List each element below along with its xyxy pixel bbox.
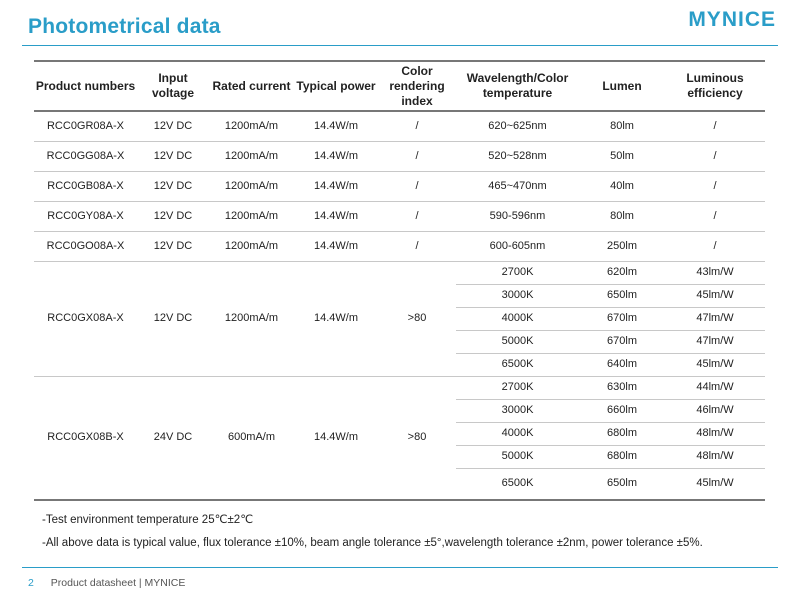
footer — [28, 577, 185, 589]
cell-lumen: 80lm — [579, 202, 665, 232]
col-header-current: Rated current — [209, 61, 294, 111]
cell-efficiency: / — [665, 202, 765, 232]
cell-product: RCC0GO08A-X — [34, 232, 137, 262]
cell-wavelength: 3000K — [456, 285, 579, 308]
notes — [42, 512, 703, 560]
cell-lumen: 670lm — [579, 331, 665, 354]
cell-product: RCC0GY08A-X — [34, 202, 137, 232]
col-header-efficiency: Luminous efficiency — [665, 61, 765, 111]
cell-efficiency: 48lm/W — [665, 423, 765, 446]
cell-wavelength: 2700K — [456, 377, 579, 400]
cell-product: RCC0GB08A-X — [34, 172, 137, 202]
cell-product: RCC0GX08A-X — [34, 262, 137, 377]
footer-text: Product datasheet | MYNICE — [50, 577, 186, 589]
cell-efficiency: 47lm/W — [665, 308, 765, 331]
cell-wavelength: 3000K — [456, 400, 579, 423]
cell-wavelength: 6500K — [456, 469, 579, 501]
cell-efficiency: / — [665, 172, 765, 202]
cell-lumen: 650lm — [579, 285, 665, 308]
cell-power: 14.4W/m — [294, 142, 378, 172]
table-row — [34, 232, 765, 262]
cell-wavelength: 520~528nm — [456, 142, 579, 172]
cell-lumen: 680lm — [579, 423, 665, 446]
cell-voltage: 12V DC — [137, 232, 209, 262]
col-header-power: Typical power — [294, 61, 378, 111]
cell-cri: >80 — [378, 377, 456, 501]
cell-power: 14.4W/m — [294, 377, 378, 501]
cell-efficiency: / — [665, 232, 765, 262]
cell-voltage: 12V DC — [137, 111, 209, 142]
col-header-voltage: Input voltage — [137, 61, 209, 111]
cell-efficiency: 45lm/W — [665, 285, 765, 308]
note-tolerance: -All above data is typical value, flux tolerance ±10%, beam angle tolerance ±5°,wavelength tolerance ±2nm, power tolerance ±5%. — [42, 537, 703, 549]
page-title: Photometrical data — [28, 15, 221, 38]
note-temperature: -Test environment temperature 25℃±2℃ — [42, 514, 254, 526]
table-row — [34, 262, 765, 285]
cell-power: 14.4W/m — [294, 202, 378, 232]
cell-power: 14.4W/m — [294, 262, 378, 377]
cell-current: 1200mA/m — [209, 202, 294, 232]
cell-efficiency: / — [665, 111, 765, 142]
cell-lumen: 660lm — [579, 400, 665, 423]
cell-wavelength: 4000K — [456, 423, 579, 446]
table-row — [34, 172, 765, 202]
brand-logo: MYNICE — [688, 8, 776, 31]
cell-lumen: 680lm — [579, 446, 665, 469]
col-header-lumen: Lumen — [579, 61, 665, 111]
cell-cri: / — [378, 232, 456, 262]
cell-wavelength: 4000K — [456, 308, 579, 331]
cell-voltage: 12V DC — [137, 202, 209, 232]
cell-power: 14.4W/m — [294, 232, 378, 262]
cell-current: 1200mA/m — [209, 111, 294, 142]
cell-power: 14.4W/m — [294, 111, 378, 142]
footer-divider — [22, 567, 778, 568]
cell-wavelength: 600-605nm — [456, 232, 579, 262]
cell-efficiency: 48lm/W — [665, 446, 765, 469]
cell-lumen: 650lm — [579, 469, 665, 501]
cell-voltage: 12V DC — [137, 172, 209, 202]
cell-current: 1200mA/m — [209, 172, 294, 202]
cell-wavelength: 6500K — [456, 354, 579, 377]
cell-wavelength: 2700K — [456, 262, 579, 285]
cell-wavelength: 5000K — [456, 331, 579, 354]
table-header-row — [34, 61, 765, 111]
cell-power: 14.4W/m — [294, 172, 378, 202]
cell-product: RCC0GR08A-X — [34, 111, 137, 142]
cell-lumen: 640lm — [579, 354, 665, 377]
cell-wavelength: 5000K — [456, 446, 579, 469]
cell-lumen: 50lm — [579, 142, 665, 172]
table-row — [34, 202, 765, 232]
header-divider — [22, 45, 778, 46]
cell-efficiency: / — [665, 142, 765, 172]
cell-voltage: 24V DC — [137, 377, 209, 501]
col-header-wavelength: Wavelength/Color temperature — [456, 61, 579, 111]
cell-lumen: 250lm — [579, 232, 665, 262]
col-header-cri: Color rendering index — [378, 61, 456, 111]
cell-efficiency: 44lm/W — [665, 377, 765, 400]
cell-efficiency: 43lm/W — [665, 262, 765, 285]
cell-lumen: 80lm — [579, 111, 665, 142]
cell-voltage: 12V DC — [137, 142, 209, 172]
cell-efficiency: 47lm/W — [665, 331, 765, 354]
cell-efficiency: 46lm/W — [665, 400, 765, 423]
cell-product: RCC0GX08B-X — [34, 377, 137, 501]
table-row — [34, 111, 765, 142]
cell-efficiency: 45lm/W — [665, 469, 765, 501]
cell-wavelength: 620~625nm — [456, 111, 579, 142]
cell-current: 1200mA/m — [209, 232, 294, 262]
cell-cri: / — [378, 111, 456, 142]
cell-efficiency: 45lm/W — [665, 354, 765, 377]
cell-lumen: 40lm — [579, 172, 665, 202]
cell-current: 1200mA/m — [209, 142, 294, 172]
cell-current: 600mA/m — [209, 377, 294, 501]
cell-voltage: 12V DC — [137, 262, 209, 377]
cell-lumen: 620lm — [579, 262, 665, 285]
cell-cri: >80 — [378, 262, 456, 377]
cell-lumen: 630lm — [579, 377, 665, 400]
cell-current: 1200mA/m — [209, 262, 294, 377]
photometric-table — [34, 60, 765, 501]
page-number: 2 — [28, 577, 34, 589]
table-row — [34, 377, 765, 400]
cell-cri: / — [378, 142, 456, 172]
col-header-product: Product numbers — [34, 61, 137, 111]
table-row — [34, 142, 765, 172]
table-body — [34, 111, 765, 500]
cell-wavelength: 465~470nm — [456, 172, 579, 202]
cell-wavelength: 590-596nm — [456, 202, 579, 232]
cell-lumen: 670lm — [579, 308, 665, 331]
cell-cri: / — [378, 202, 456, 232]
cell-cri: / — [378, 172, 456, 202]
cell-product: RCC0GG08A-X — [34, 142, 137, 172]
